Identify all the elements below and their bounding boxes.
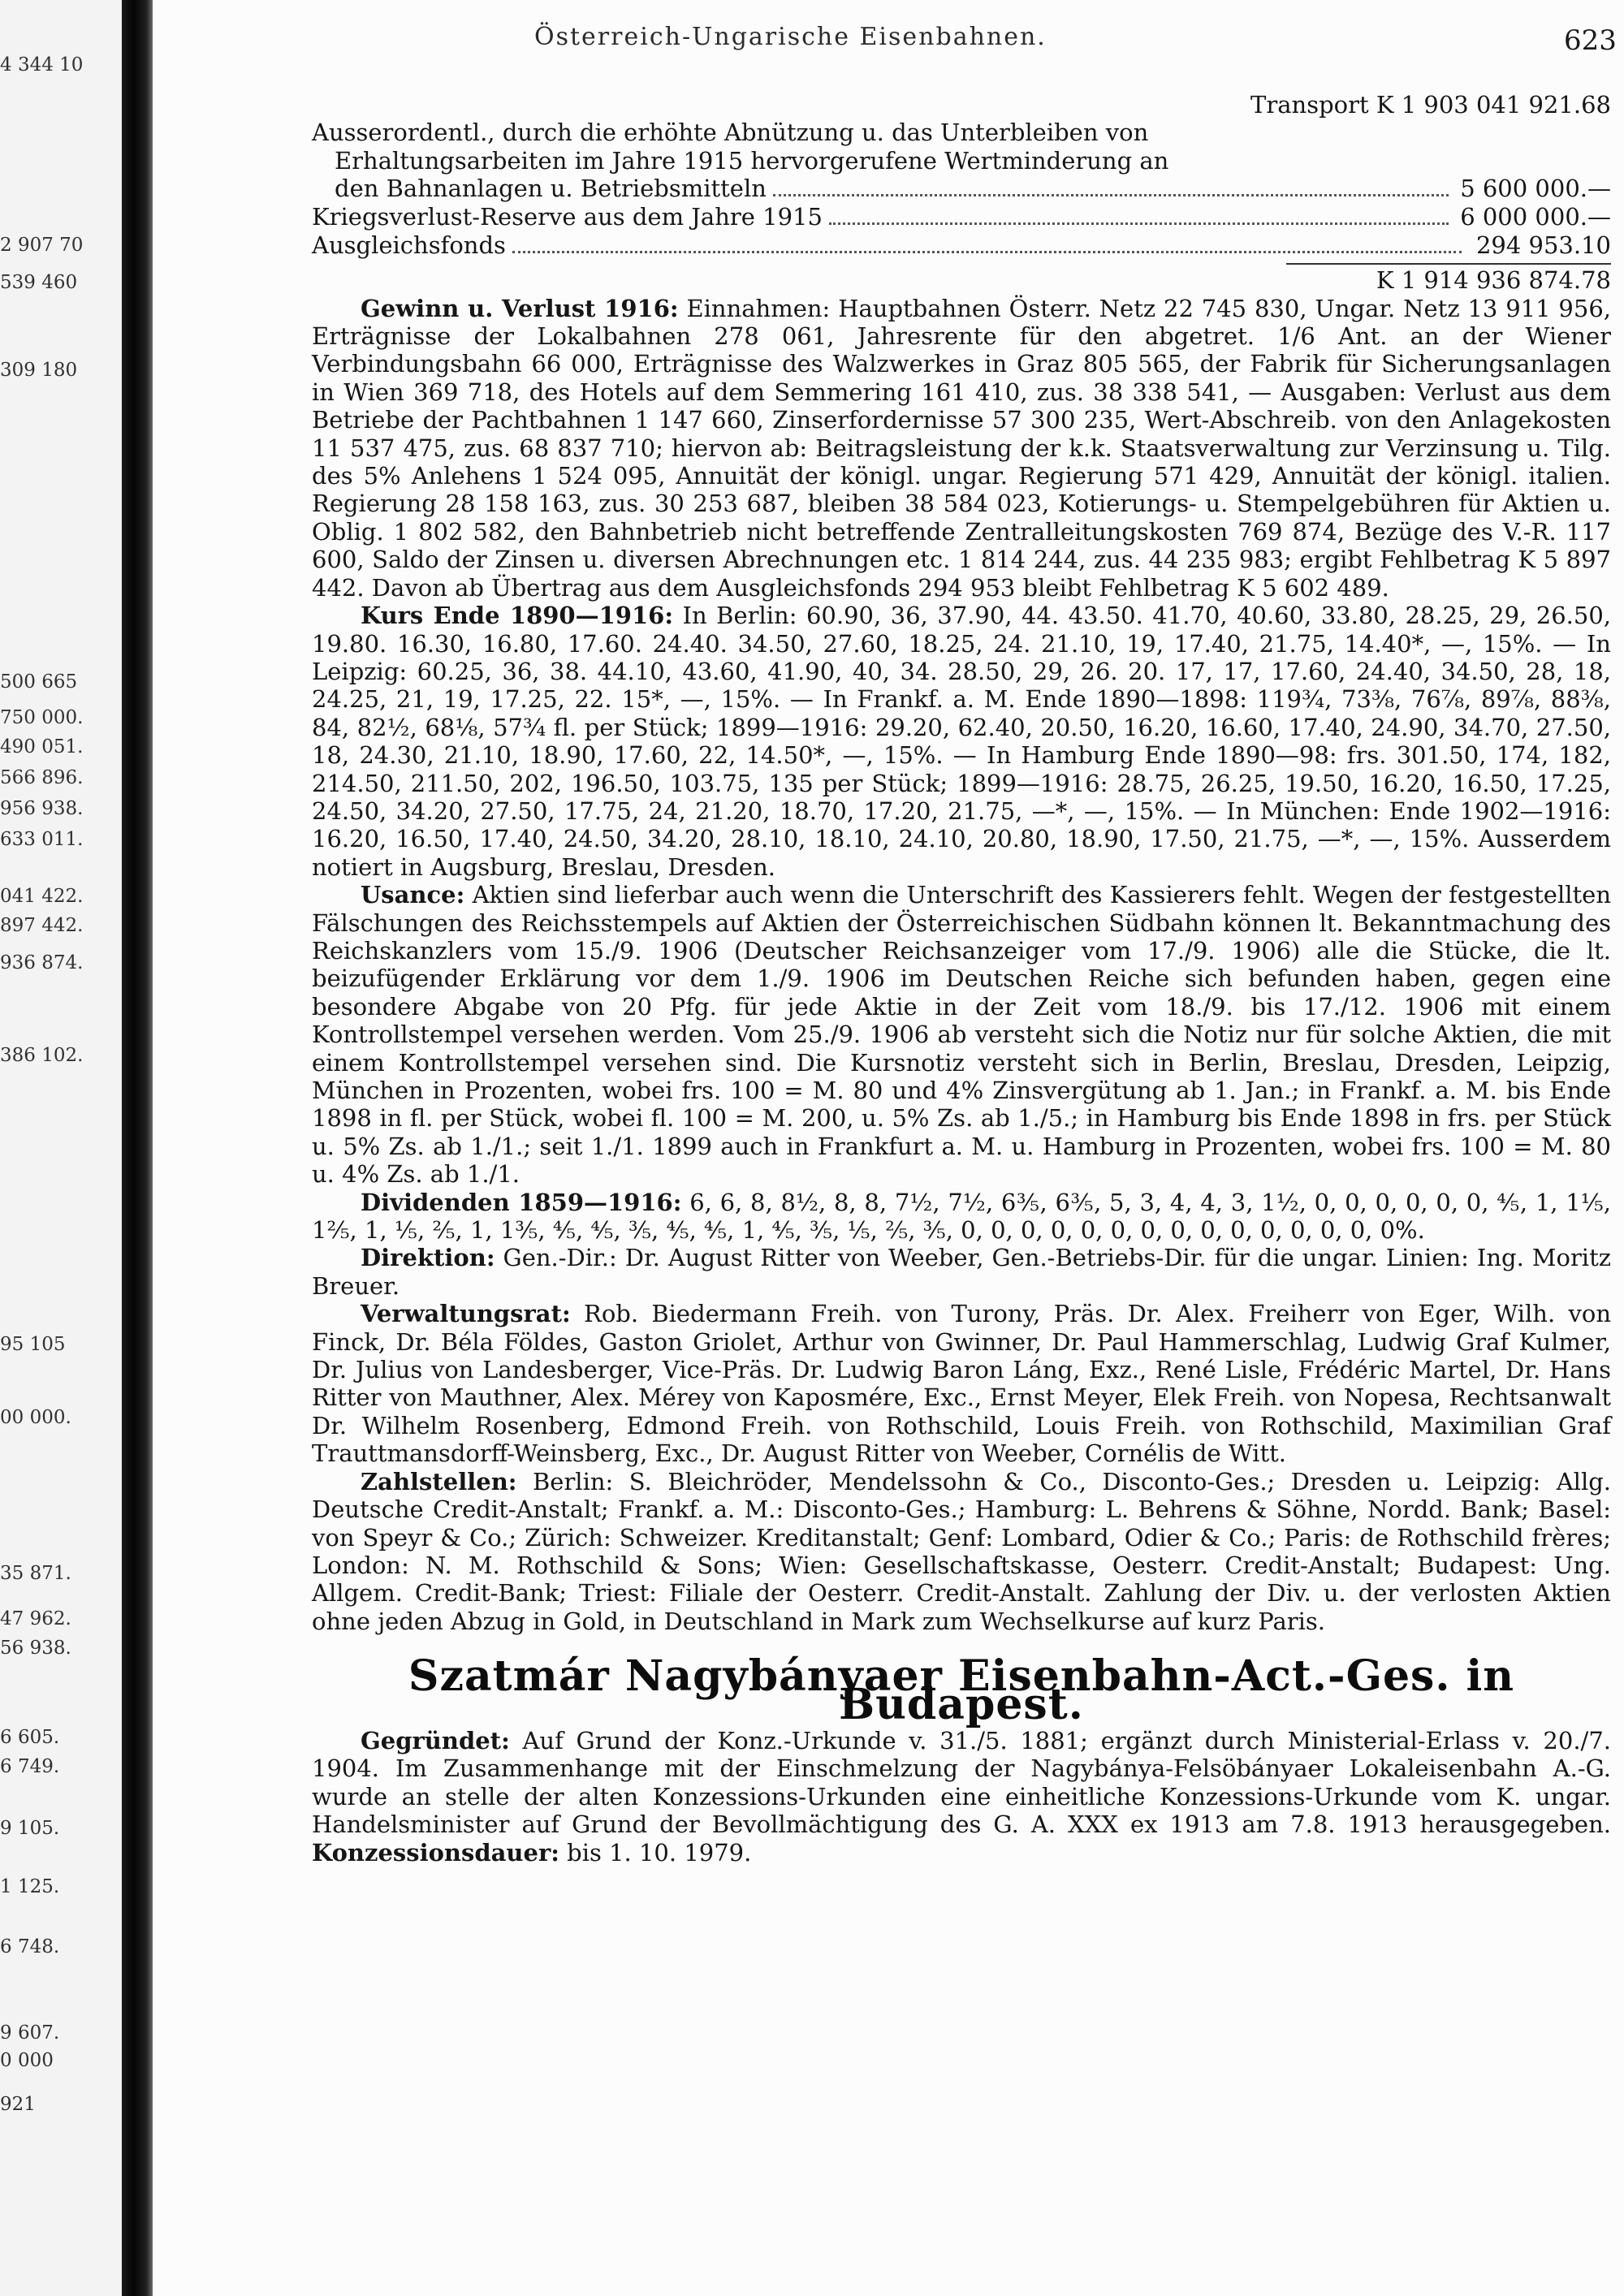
balance-row-amount: 6 000 000.— bbox=[1460, 203, 1611, 231]
balance-row-text: Erhaltungsarbeiten im Jahre 1915 hervorgerufene Wertminderung an bbox=[335, 146, 1169, 175]
section-dividends bbox=[312, 1189, 1611, 1245]
margin-fragment: 041 422. bbox=[0, 886, 84, 907]
dot-leader bbox=[773, 194, 1449, 196]
section-label: Zahlstellen: bbox=[361, 1467, 517, 1495]
margin-fragment: 0 000 bbox=[0, 2050, 54, 2071]
margin-fragment: 95 105 bbox=[0, 1334, 66, 1355]
balance-row-amount: 294 953.10 bbox=[1475, 231, 1611, 260]
margin-fragment: 936 874. bbox=[0, 952, 84, 973]
section-text: Aktien sind lieferbar auch wenn die Unterschrift des Kassierers fehlt. Wegen der festgestellten Fälschungen des Reichsstempels auf Aktien der Österreichischen Südbahn können lt. Bekanntmachung des Reichskanzlers vom 15./9. 1906 (Deutscher Reichsanzeiger vom 17./9. 1906) alle die Stücke, die lt. beizufügender Erklärung vor dem 1./9. 1906 im Deutschen Reiche sich befunden haben, gegen eine besondere Abgabe von 20 Pfg. für jede Aktie in der Zeit vom 18./9. bis 17./12. 1906 mit einem Kontrollstempel versehen werden. Vom 25./9. 1906 ab versteht sich die Notiz nur für solche Aktien, die mit einem Kontrollstempel versehen sind. Die Kursnotiz versteht sich in Berlin, Breslau, Dresden, Leipzig, München in Prozenten, wobei frs. 100 = M. 80 und 4% Zinsvergütung ab 1. Jan.; in Frankf. a. M. bis Ende 1898 in fl. per Stück, wobei fl. 100 = M. 200, u. 5% Zs. ab 1./5.; in Hamburg bis Ende 1898 in frs. per Stück u. 5% Zs. ab 1./1.; seit 1./1. 1899 auch in Frankfurt a. M. u. Hamburg in Prozenten, wobei frs. 100 = M. 80 u. 4% Zs. ab 1./1. bbox=[312, 881, 1612, 1189]
margin-fragment: 9 607. bbox=[0, 2022, 60, 2044]
section-board bbox=[312, 1300, 1611, 1467]
balance-row bbox=[312, 119, 1611, 203]
margin-fragment: 4 344 10 bbox=[0, 54, 84, 76]
section-text: Einnahmen: Hauptbahnen Österr. Netz 22 745 830, Ungar. Netz 13 911 956, Erträgnisse der Lokalbahnen 278 061, Jahresrente für den abgetret. 1/6 Ant. an der Wiener Verbindungsbahn 66 000, Erträgnisse des Walzwerkes in Graz 805 565, der Fabrik für Sicherungsanlagen in Wien 369 718, des Hotels auf dem Semmering 161 410, zus. 38 338 541, — Ausgaben: Verlust aus dem Betriebe der Pachtbahnen 1 147 660, Zinserfordernisse 57 300 235, Wert-Abschreib. von den Anlagekosten 11 537 475, zus. 68 837 710; hiervon ab: Beitragsleistung der k.k. Staatsverwaltung zur Verzinsung u. Tilg. des 5% Anlehens 1 524 095, Annuität der königl. ungar. Regierung 571 429, Annuität der königl. italien. Regierung 28 158 163, zus. 30 253 687, bleiben 38 584 023, Kotierungs- u. Stempelgebühren für Aktien u. Oblig. 1 802 582, den Bahnbetrieb nicht betreffende Zentralleitungskosten 769 874, Bezüge des V.-R. 117 600, Saldo der Zinsen u. diversen Abrechnungen etc. 1 814 244, zus. 44 235 983; ergibt Fehlbetrag K 5 897 442. Davon ab Übertrag aus dem Ausgleichsfonds 294 953 bleibt Fehlbetrag K 5 602 489. bbox=[312, 294, 1612, 602]
margin-fragment: 633 011. bbox=[0, 829, 84, 850]
balance-row-text: Kriegsverlust-Reserve aus dem Jahre 1915 bbox=[312, 203, 823, 231]
margin-fragment: 1 125. bbox=[0, 1876, 60, 1897]
section-quotations bbox=[312, 602, 1611, 881]
page-number: 623 bbox=[1564, 24, 1617, 57]
dot-leader bbox=[829, 222, 1449, 225]
section-usance bbox=[312, 881, 1611, 1188]
margin-fragment: 2 907 70 bbox=[0, 235, 84, 256]
section-label: Usance: bbox=[361, 881, 465, 909]
page-body bbox=[312, 91, 1611, 1867]
section-text: bis 1. 10. 1979. bbox=[567, 1838, 752, 1867]
running-title: Österreich-Ungarische Eisenbahnen. bbox=[534, 23, 1047, 51]
balance-row bbox=[312, 203, 1611, 231]
margin-fragment: 56 938. bbox=[0, 1638, 71, 1659]
margin-fragment: 500 665 bbox=[0, 671, 78, 693]
section-paying-agents bbox=[312, 1468, 1611, 1635]
sum-rule bbox=[1286, 263, 1611, 265]
margin-fragment: 6 748. bbox=[0, 1936, 60, 1957]
section-text: 6, 6, 8, 8½, 8, 8, 7½, 7½, 6⅗, 6⅗, 5, 3, 4, 4, 3, 1½, 0, 0, 0, 0, 0, 0, ⅘, 1, 1⅕, 1⅖, 1, ⅕, ⅖, 1, 1⅗, ⅘, ⅘, ⅗, ⅘, ⅘, 1, ⅘, ⅗, ⅕, ⅖, ⅗, 0, 0, 0, 0, 0, 0, 0, 0, 0, 0, 0, 0, 0, 0, 0%. bbox=[312, 1188, 1612, 1245]
margin-fragment: 897 442. bbox=[0, 915, 84, 936]
book-spine-shadow bbox=[122, 0, 153, 2296]
margin-fragment: 566 896. bbox=[0, 767, 84, 788]
margin-fragment: 750 000. bbox=[0, 707, 84, 728]
section-label: Kurs Ende 1890—1916: bbox=[361, 602, 674, 630]
margin-fragment: 921 bbox=[0, 2094, 36, 2115]
balance-row bbox=[312, 231, 1611, 260]
section-text: Gen.-Dir.: Dr. August Ritter von Weeber, Gen.-Betriebs-Dir. für die ungar. Linien: Ing. Moritz Breuer. bbox=[312, 1244, 1612, 1300]
margin-fragment: 6 605. bbox=[0, 1727, 60, 1748]
dot-leader bbox=[512, 251, 1462, 253]
margin-fragment: 47 962. bbox=[0, 1608, 71, 1629]
margin-fragment: 386 102. bbox=[0, 1045, 84, 1066]
margin-fragment: 490 051. bbox=[0, 736, 84, 757]
margin-fragment: 6 749. bbox=[0, 1756, 60, 1777]
section-text: Berlin: S. Bleichröder, Mendelssohn & Co., Disconto-Ges.; Dresden u. Leipzig: Allg. Deutsche Credit-Anstalt; Frankf. a. M.: Disconto-Ges.; Hamburg: L. Behrens & Söhne, Nordd. Bank; Basel: von Speyr & Co.; Zürich: Schweizer. Kreditanstalt; Genf: Lombard, Odier & Co.; Paris: de Rothschild frères; London: N. M. Rothschild & Sons; Wien: Gesellschaftskasse, Oesterr. Credit-Anstalt; Budapest: Ung. Allgem. Credit-Bank; Triest: Filiale der Oesterr. Credit-Anstalt. Zahlung der Div. u. der verlosten Aktien ohne jeden Abzug in Gold, in Deutschland in Mark zum Wechselkurse auf kurz Paris. bbox=[312, 1467, 1612, 1635]
section-text: Auf Grund der Konz.-Urkunde v. 31./5. 1881; ergänzt durch Ministerial-Erlass v. 20./7. 1904. Im Zusammenhange mit der Einschmelzung der Nagybánya-Felsöbányaer Lokaleisenbahn A.-G. wurde an stelle der alten Konzessions-Urkunden eine einheitliche Konzessions-Urkunde vom K. ungar. Handelsminister auf Grund der Bevollmächtigung des G. A. XXX ex 1913 am 7.8. 1913 herausgegeben. bbox=[312, 1726, 1611, 1839]
margin-fragment: 539 460 bbox=[0, 272, 78, 293]
margin-fragment: 9 105. bbox=[0, 1818, 60, 1839]
section-label: Dividenden 1859—1916: bbox=[361, 1188, 682, 1216]
margin-fragment: 35 871. bbox=[0, 1563, 71, 1584]
margin-fragment: 956 938. bbox=[0, 798, 84, 819]
section-founded bbox=[312, 1727, 1611, 1867]
transport-line: Transport K 1 903 041 921.68 bbox=[1250, 91, 1611, 119]
section-text: In Berlin: 60.90, 36, 37.90, 44. 43.50. 41.70, 40.60, 33.80, 28.25, 29, 26.50, 19.80. 16.30, 16.80, 17.60. 24.40. 34.50, 27.60, 18.25, 24. 21.10, 19, 17.40, 21.75, 14.40*, —, 15%. — In Leipzig: 60.25, 36, 38. 44.10, 43.60, 41.90, 40, 34. 28.50, 29, 26. 20. 17, 17, 17.60, 24.40, 34.50, 28, 18, 24.25, 21, 19, 17.25, 22. 15*, —, 15%. — In Frankf. a. M. Ende 1890—1898: 119¾, 73⅜, 76⅞, 89⅞, 88⅜, 84, 82½, 68⅛, 57¾ fl. per Stück; 1899—1916: 29.20, 62.40, 20.50, 16.20, 16.60, 17.40, 24.90, 34.70, 27.50, 18, 24.30, 21.10, 18.90, 17.60, 22, 14.50*, —, 15%. — In Hamburg Ende 1890—98: frs. 301.50, 174, 182, 214.50, 211.50, 202, 196.50, 103.75, 135 per Stück; 1899—1916: 28.75, 26.25, 19.50, 16.20, 16.50, 17.25, 24.50, 34.20, 27.50, 17.75, 24, 21.20, 18.70, 17.20, 21.75, —*, —, 15%. — In München: Ende 1902—1916: 16.20, 16.50, 17.40, 24.50, 34.20, 28.10, 18.10, 24.10, 20.80, 18.90, 17.50, 21.75, —*, —, 15%. Ausserdem notiert in Augsburg, Breslau, Dresden. bbox=[312, 602, 1612, 881]
section-profit-loss bbox=[312, 295, 1611, 602]
balance-row-text: den Bahnanlagen u. Betriebsmitteln bbox=[335, 175, 767, 203]
margin-fragment: 309 180 bbox=[0, 360, 78, 381]
section-label: Konzessionsdauer: bbox=[312, 1838, 559, 1867]
previous-page-margin bbox=[0, 0, 122, 2296]
balance-row-text: Ausserordentl., durch die erhöhte Abnützung u. das Unterbleiben von bbox=[312, 119, 1149, 147]
page bbox=[153, 0, 1624, 2296]
balance-row-text: Ausgleichsfonds bbox=[312, 231, 506, 260]
margin-fragment: 00 000. bbox=[0, 1407, 71, 1428]
section-label: Gewinn u. Verlust 1916: bbox=[361, 294, 679, 322]
section-text: Rob. Biedermann Freih. von Turony, Präs. Dr. Alex. Freiherr von Eger, Wilh. von Finck, Dr. Béla Földes, Gaston Griolet, Arthur von Gwinner, Dr. Paul Hammerschlag, Ludwig Graf Kulmer, Dr. Julius von Landesberger, Vice-Präs. Dr. Ludwig Baron Láng, Exz., René Lisle, Frédéric Martel, Dr. Hans Ritter von Mauthner, Alex. Mérey von Kaposmére, Exc., Ernst Meyer, Elek Freih. von Nopesa, Rechtsanwalt Dr. Wilhelm Rosenberg, Edmond Freih. von Rothschild, Louis Freih. von Rothschild, Maximilian Graf Trauttmansdorff-Weinsberg, Exc., Dr. August Ritter von Weeber, Cornélis de Witt. bbox=[312, 1300, 1611, 1468]
company-heading: Szatmár Nagybányaer Eisenbahn-Act.-Ges. in Budapest. bbox=[408, 1651, 1515, 1729]
balance-row-amount: 5 600 000.— bbox=[1460, 175, 1611, 203]
balance-total: K 1 914 936 874.78 bbox=[1376, 266, 1611, 295]
section-label: Direktion: bbox=[361, 1244, 495, 1272]
section-label: Verwaltungsrat: bbox=[361, 1300, 571, 1328]
section-management bbox=[312, 1244, 1611, 1300]
section-label: Gegründet: bbox=[361, 1726, 510, 1754]
